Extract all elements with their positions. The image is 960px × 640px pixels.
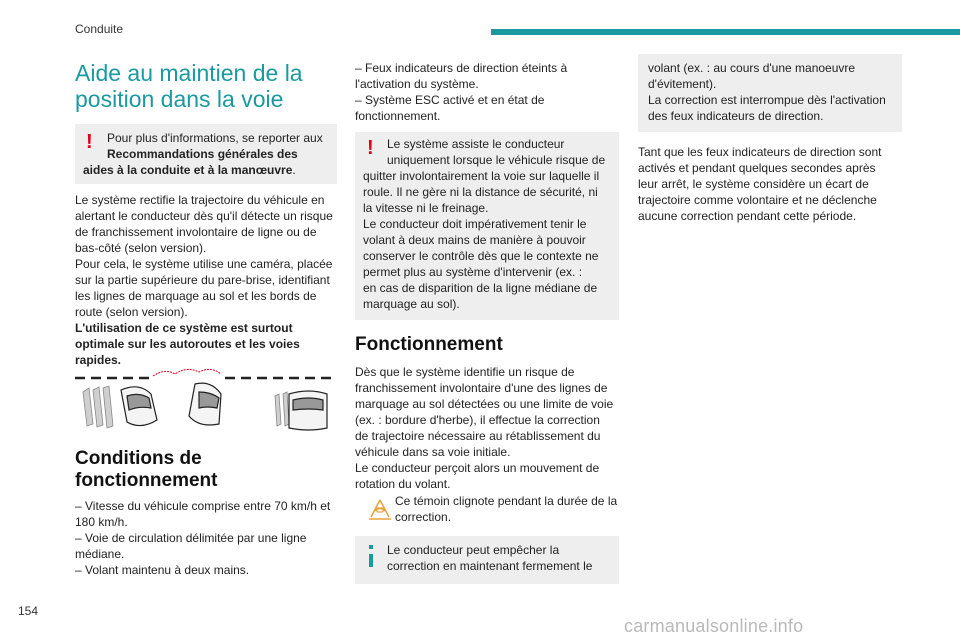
lane-keeping-warning-lamp-icon — [367, 497, 393, 521]
note-line: marquage au sol). — [363, 297, 460, 311]
column-1 — [75, 60, 337, 368]
text-line: véhicule dans sa voie initiale. — [355, 445, 511, 459]
text-line: Dès que le système identifie un risque de — [355, 365, 575, 379]
conditions-title-line2: fonctionnement — [75, 470, 218, 491]
text-line: L'utilisation de ce système est surtout — [75, 321, 293, 335]
lane-keeping-illustration — [75, 364, 337, 434]
page-title-line1: Aide au maintien de la — [75, 60, 303, 86]
warning-note-line1: Pour plus d'informations, se reporter aux — [107, 131, 323, 145]
section-label: Conduite — [75, 22, 124, 36]
text-line: de trajectoire nécessaire au rétablissement du — [355, 429, 601, 443]
column-3 — [638, 54, 902, 224]
note-line: la vitesse ni le freinage. — [363, 201, 489, 215]
text-line: optimale sur les autoroutes et les voies — [75, 337, 300, 351]
fonctionnement-text — [355, 364, 619, 492]
note-line: permet plus au système d'intervenir (ex. : — [363, 265, 583, 279]
intro-paragraph — [75, 192, 337, 368]
fonctionnement-title: Fonctionnement — [355, 334, 503, 355]
watermark: carmanualsonline.info — [624, 616, 804, 636]
list-item: l'activation du système. — [355, 77, 479, 91]
note-line: d'évitement). — [648, 77, 717, 91]
info-icon — [369, 545, 373, 571]
note-line: uniquement lorsque le véhicule risque de — [387, 153, 606, 167]
list-item: – Vitesse du véhicule comprise entre 70 km/h et — [75, 499, 331, 513]
text-line: les lignes de marquage au sol et les bords de — [75, 289, 317, 303]
note-line: volant (ex. : au cours d'une manoeuvre — [648, 61, 856, 75]
info-note-continued — [638, 54, 902, 132]
page-title — [75, 60, 337, 112]
text-line: Pour cela, le système utilise une caméra, placée — [75, 257, 333, 271]
info-note — [355, 536, 619, 584]
note-line: conserver le contrôle dès que le contexte ne — [363, 249, 599, 263]
text-line: trajectoire comme volontaire et ne déclenche — [638, 193, 877, 207]
note-line: quitter involontairement la voie sur laquelle il — [363, 169, 600, 183]
warning-exclamation-icon: ! — [86, 131, 93, 153]
header-rule — [491, 29, 960, 35]
list-item: – Volant maintenu à deux mains. — [75, 563, 250, 577]
car-3 — [289, 391, 327, 430]
text-line: activés et pendant quelques secondes après — [638, 161, 876, 175]
text-line: (ex. : bordure d'herbe), il effectue la correction — [355, 413, 600, 427]
text-line: rapides. — [75, 353, 122, 367]
text-line: franchissement involontaire d'une des lignes de — [355, 381, 608, 395]
lamp-row — [355, 493, 619, 527]
note-line: Le système assiste le conducteur — [387, 137, 565, 151]
list-item: 180 km/h. — [75, 515, 128, 529]
lamp-text-line: Ce témoin clignote pendant la durée de la — [395, 494, 618, 508]
warning-note-line2: Recommandations générales des — [107, 147, 298, 161]
note-line: des feux indicateurs de direction. — [648, 109, 824, 123]
text-line: marquage au sol détectées ou une limite de voie — [355, 397, 614, 411]
driver-warning-note — [355, 132, 619, 320]
warning-note-link: aides à la conduite et à la manœuvre — [83, 163, 293, 177]
text-line: Le conducteur perçoit alors un mouvement de — [355, 461, 600, 475]
note-line: La correction est interrompue dès l'activation — [648, 93, 886, 107]
warning-note-period: . — [292, 163, 296, 177]
column-2 — [355, 60, 619, 584]
list-item: – Système ESC activé et en état de — [355, 93, 545, 107]
note-line: volant à deux mains de manière à pouvoir — [363, 233, 586, 247]
conditions-title — [75, 448, 337, 492]
conditions-list — [75, 498, 337, 578]
car-1 — [121, 387, 157, 426]
text-line: leur arrêt, le système considère un écart de — [638, 177, 869, 191]
note-line: Le conducteur peut empêcher la — [387, 543, 560, 557]
note-line: roule. Il ne gère ni la distance de sécurité, ni — [363, 185, 598, 199]
warning-exclamation-icon: ! — [367, 137, 374, 159]
list-item: – Voie de circulation délimitée par une ligne — [75, 531, 307, 545]
note-line: Le conducteur doit impérativement tenir le — [363, 217, 587, 231]
car-2 — [189, 383, 221, 425]
text-line: Le système rectifie la trajectoire du véhicule en — [75, 193, 325, 207]
list-item: médiane. — [75, 547, 125, 561]
page-title-line2: position dans la voie — [75, 86, 284, 112]
note-line: en cas de disparition de la ligne médiane de — [363, 281, 598, 295]
note-line: correction en maintenant fermement le — [387, 559, 593, 573]
text-line: sur la partie supérieure du pare-brise, identifiant — [75, 273, 330, 287]
text-line: de franchissement involontaire de ligne ou de — [75, 225, 317, 239]
turn-signal-paragraph — [638, 144, 902, 224]
text-line: route (selon version). — [75, 305, 188, 319]
page-number: 154 — [18, 604, 39, 618]
list-item: – Feux indicateurs de direction éteints à — [355, 61, 568, 75]
conditions-section — [75, 448, 337, 578]
text-line: Tant que les feux indicateurs de direction sont — [638, 145, 882, 159]
text-line: aucune correction pendant cette période. — [638, 209, 857, 223]
lamp-text-line: correction. — [395, 510, 452, 524]
text-line: alertant le conducteur dès qu'il détecte un risque — [75, 209, 333, 223]
warning-note — [75, 124, 337, 184]
text-line: rotation du volant. — [355, 477, 451, 491]
conditions-title-line1: Conditions de — [75, 448, 202, 469]
text-line: bas-côté (selon version). — [75, 241, 207, 255]
list-item: fonctionnement. — [355, 109, 441, 123]
